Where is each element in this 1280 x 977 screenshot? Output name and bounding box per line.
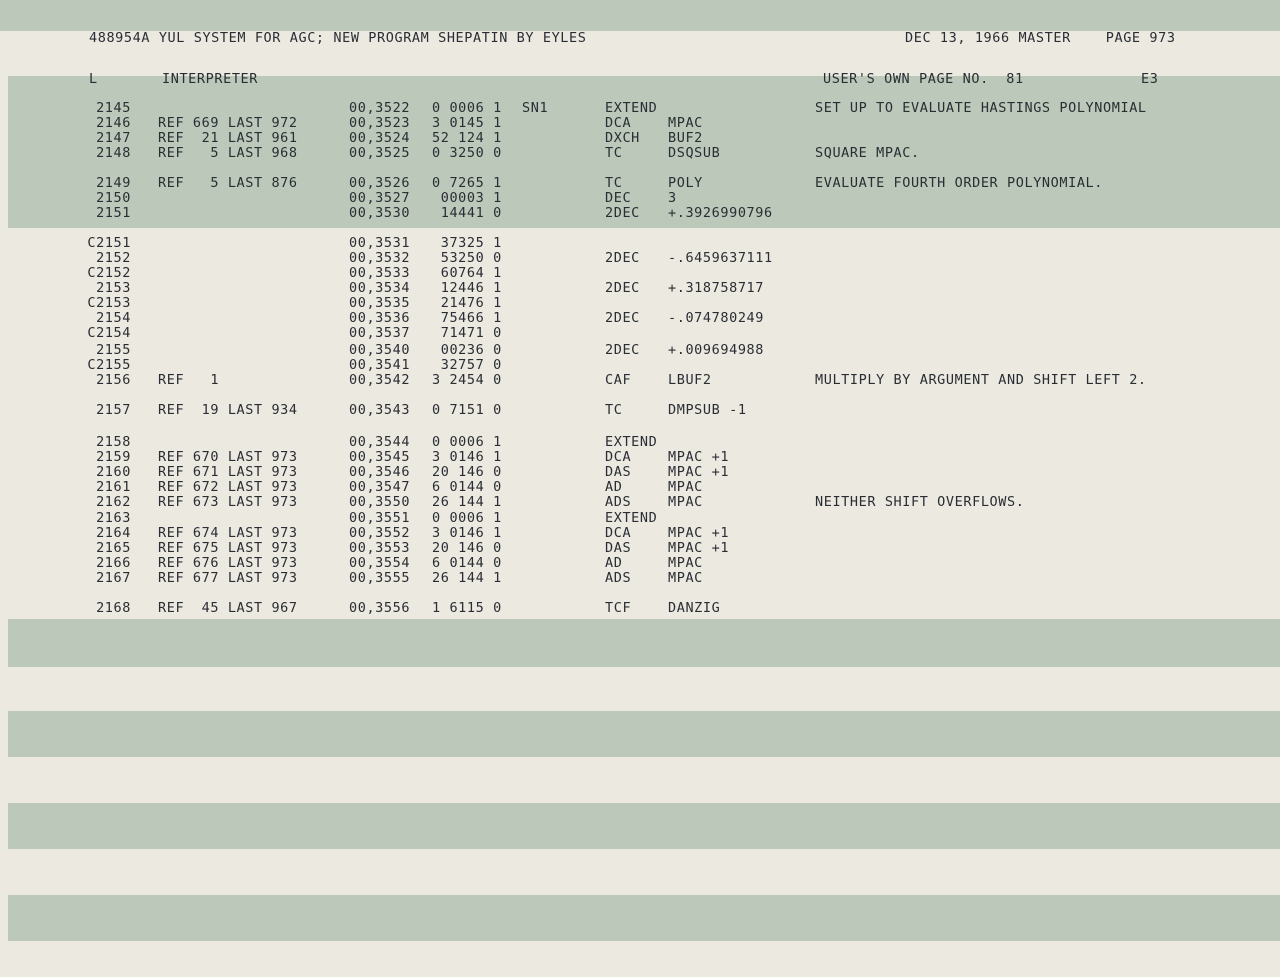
operand: MPAC	[668, 494, 703, 510]
opcode: TC	[605, 402, 623, 418]
octal-code: 3 0145 1	[432, 115, 502, 131]
line-number: C2152	[87, 265, 131, 281]
comment: SET UP TO EVALUATE HASTINGS POLYNOMIAL	[815, 100, 1147, 116]
line-number: 2154	[96, 310, 131, 326]
listing-row	[0, 281, 1280, 296]
paper-band	[8, 619, 1280, 667]
line-number: 2157	[96, 402, 131, 418]
listing-row	[0, 206, 1280, 221]
address: 00,3545	[349, 449, 411, 465]
log-section-name: INTERPRETER	[162, 71, 259, 87]
octal-code: 0 3250 0	[432, 145, 502, 161]
operand: MPAC	[668, 570, 703, 586]
line-number: 2147	[96, 130, 131, 146]
cross-reference: REF 670 LAST 973	[158, 449, 298, 465]
operand: MPAC	[668, 555, 703, 571]
line-number: 2155	[96, 342, 131, 358]
address: 00,3556	[349, 600, 411, 616]
octal-code: 00236 0	[432, 342, 502, 358]
octal-code: 20 146 0	[432, 540, 502, 556]
opcode: TC	[605, 145, 623, 161]
operand: +.009694988	[668, 342, 765, 358]
octal-code: 0 0006 1	[432, 100, 502, 116]
operand: +.318758717	[668, 280, 765, 296]
listing-row	[0, 326, 1280, 341]
address: 00,3547	[349, 479, 411, 495]
cross-reference: REF 5 LAST 876	[158, 175, 298, 191]
listing-row	[0, 465, 1280, 480]
listing-row	[0, 236, 1280, 251]
opcode: TC	[605, 175, 623, 191]
operand: MPAC +1	[668, 540, 730, 556]
line-number: 2162	[96, 494, 131, 510]
listing-row	[0, 131, 1280, 146]
line-number: 2166	[96, 555, 131, 571]
opcode: EXTEND	[605, 434, 658, 450]
octal-code: 71471 0	[432, 325, 502, 341]
cross-reference: REF 675 LAST 973	[158, 540, 298, 556]
listing-row	[0, 403, 1280, 418]
address: 00,3551	[349, 510, 411, 526]
line-number: 2165	[96, 540, 131, 556]
comment: SQUARE MPAC.	[815, 145, 920, 161]
address: 00,3553	[349, 540, 411, 556]
cross-reference: REF 1	[158, 372, 220, 388]
comment: MULTIPLY BY ARGUMENT AND SHIFT LEFT 2.	[815, 372, 1147, 388]
address: 00,3524	[349, 130, 411, 146]
operand: MPAC	[668, 479, 703, 495]
listing-row	[0, 373, 1280, 388]
operand: BUF2	[668, 130, 703, 146]
listing-row	[0, 311, 1280, 326]
log-marker: L	[89, 71, 98, 87]
line-number: C2155	[87, 357, 131, 373]
octal-code: 00003 1	[432, 190, 502, 206]
address: 00,3526	[349, 175, 411, 191]
opcode: 2DEC	[605, 310, 640, 326]
line-number: C2153	[87, 295, 131, 311]
line-number: 2156	[96, 372, 131, 388]
operand: LBUF2	[668, 372, 712, 388]
octal-code: 1 6115 0	[432, 600, 502, 616]
address: 00,3536	[349, 310, 411, 326]
opcode: ADS	[605, 570, 632, 586]
listing-header-date-page: DEC 13, 1966 MASTER PAGE 973	[905, 30, 1176, 46]
listing-row	[0, 101, 1280, 116]
operand: MPAC +1	[668, 449, 730, 465]
octal-code: 26 144 1	[432, 570, 502, 586]
octal-code: 20 146 0	[432, 464, 502, 480]
opcode: DXCH	[605, 130, 640, 146]
octal-code: 0 7265 1	[432, 175, 502, 191]
address: 00,3522	[349, 100, 411, 116]
octal-code: 52 124 1	[432, 130, 502, 146]
address: 00,3546	[349, 464, 411, 480]
opcode: TCF	[605, 600, 632, 616]
line-number: 2150	[96, 190, 131, 206]
operand: MPAC +1	[668, 525, 730, 541]
listing-row	[0, 251, 1280, 266]
opcode: DCA	[605, 449, 632, 465]
address: 00,3537	[349, 325, 411, 341]
line-number: 2161	[96, 479, 131, 495]
octal-code: 6 0144 0	[432, 479, 502, 495]
opcode: EXTEND	[605, 510, 658, 526]
address: 00,3531	[349, 235, 411, 251]
line-number: 2159	[96, 449, 131, 465]
listing-row	[0, 511, 1280, 526]
line-number: 2151	[96, 205, 131, 221]
listing-row	[0, 601, 1280, 616]
listing-row	[0, 541, 1280, 556]
address: 00,3550	[349, 494, 411, 510]
line-number: 2146	[96, 115, 131, 131]
opcode: DAS	[605, 540, 632, 556]
cross-reference: REF 673 LAST 973	[158, 494, 298, 510]
octal-code: 3 0146 1	[432, 449, 502, 465]
listing-row	[0, 266, 1280, 281]
address: 00,3555	[349, 570, 411, 586]
octal-code: 60764 1	[432, 265, 502, 281]
opcode: DCA	[605, 525, 632, 541]
listing-row	[0, 296, 1280, 311]
cross-reference: REF 672 LAST 973	[158, 479, 298, 495]
address: 00,3544	[349, 434, 411, 450]
line-number: 2152	[96, 250, 131, 266]
line-number: 2148	[96, 145, 131, 161]
octal-code: 0 0006 1	[432, 510, 502, 526]
octal-code: 3 2454 0	[432, 372, 502, 388]
line-number: 2168	[96, 600, 131, 616]
octal-code: 0 7151 0	[432, 402, 502, 418]
listing-row	[0, 556, 1280, 571]
opcode: CAF	[605, 372, 632, 388]
listing-row	[0, 191, 1280, 206]
octal-code: 3 0146 1	[432, 525, 502, 541]
paper-band	[8, 895, 1280, 941]
paper-band	[8, 803, 1280, 849]
comment: NEITHER SHIFT OVERFLOWS.	[815, 494, 1025, 510]
address: 00,3532	[349, 250, 411, 266]
operand: MPAC +1	[668, 464, 730, 480]
opcode: EXTEND	[605, 100, 658, 116]
opcode: AD	[605, 479, 623, 495]
listing-row	[0, 358, 1280, 373]
cross-reference: REF 21 LAST 961	[158, 130, 298, 146]
operand: DMPSUB -1	[668, 402, 747, 418]
address: 00,3533	[349, 265, 411, 281]
listing-row	[0, 526, 1280, 541]
line-number: 2164	[96, 525, 131, 541]
address: 00,3535	[349, 295, 411, 311]
operand: POLY	[668, 175, 703, 191]
cross-reference: REF 677 LAST 973	[158, 570, 298, 586]
listing-row	[0, 450, 1280, 465]
line-number: C2151	[87, 235, 131, 251]
address: 00,3543	[349, 402, 411, 418]
address: 00,3554	[349, 555, 411, 571]
address: 00,3540	[349, 342, 411, 358]
opcode: 2DEC	[605, 205, 640, 221]
listing-row	[0, 146, 1280, 161]
address: 00,3527	[349, 190, 411, 206]
address: 00,3542	[349, 372, 411, 388]
opcode: ADS	[605, 494, 632, 510]
octal-code: 0 0006 1	[432, 434, 502, 450]
operand: DANZIG	[668, 600, 721, 616]
line-number: 2163	[96, 510, 131, 526]
cross-reference: REF 674 LAST 973	[158, 525, 298, 541]
cross-reference: REF 5 LAST 968	[158, 145, 298, 161]
paper-band	[0, 0, 1280, 31]
operand: MPAC	[668, 115, 703, 131]
address: 00,3541	[349, 357, 411, 373]
address: 00,3552	[349, 525, 411, 541]
listing-header-title: 488954A YUL SYSTEM FOR AGC; NEW PROGRAM SHEPATIN BY EYLES	[89, 30, 587, 46]
address: 00,3525	[349, 145, 411, 161]
cross-reference: REF 45 LAST 967	[158, 600, 298, 616]
comment: EVALUATE FOURTH ORDER POLYNOMIAL.	[815, 175, 1104, 191]
cross-reference: REF 19 LAST 934	[158, 402, 298, 418]
address: 00,3530	[349, 205, 411, 221]
line-number: 2149	[96, 175, 131, 191]
address: 00,3534	[349, 280, 411, 296]
opcode: DCA	[605, 115, 632, 131]
line-number: C2154	[87, 325, 131, 341]
listing-row	[0, 176, 1280, 191]
cross-reference: REF 676 LAST 973	[158, 555, 298, 571]
operand: +.3926990796	[668, 205, 773, 221]
octal-code: 14441 0	[432, 205, 502, 221]
operand: 3	[668, 190, 677, 206]
operand: -.6459637111	[668, 250, 773, 266]
line-number: 2160	[96, 464, 131, 480]
octal-code: 21476 1	[432, 295, 502, 311]
opcode: DAS	[605, 464, 632, 480]
user-page-number: USER'S OWN PAGE NO. 81	[823, 71, 1024, 87]
cross-reference: REF 671 LAST 973	[158, 464, 298, 480]
octal-code: 6 0144 0	[432, 555, 502, 571]
octal-code: 37325 1	[432, 235, 502, 251]
opcode: AD	[605, 555, 623, 571]
label: SN1	[522, 100, 549, 116]
octal-code: 26 144 1	[432, 494, 502, 510]
paper-band	[8, 711, 1280, 757]
listing-row	[0, 116, 1280, 131]
page-code: E3	[1141, 71, 1159, 87]
line-number: 2158	[96, 434, 131, 450]
listing-row	[0, 435, 1280, 450]
cross-reference: REF 669 LAST 972	[158, 115, 298, 131]
listing-row	[0, 495, 1280, 510]
octal-code: 53250 0	[432, 250, 502, 266]
octal-code: 12446 1	[432, 280, 502, 296]
listing-row	[0, 480, 1280, 495]
listing-row	[0, 571, 1280, 586]
opcode: 2DEC	[605, 280, 640, 296]
opcode: 2DEC	[605, 342, 640, 358]
opcode: DEC	[605, 190, 632, 206]
operand: -.074780249	[668, 310, 765, 326]
line-number: 2167	[96, 570, 131, 586]
octal-code: 75466 1	[432, 310, 502, 326]
line-number: 2145	[96, 100, 131, 116]
line-number: 2153	[96, 280, 131, 296]
listing-row	[0, 343, 1280, 358]
address: 00,3523	[349, 115, 411, 131]
operand: DSQSUB	[668, 145, 721, 161]
octal-code: 32757 0	[432, 357, 502, 373]
opcode: 2DEC	[605, 250, 640, 266]
